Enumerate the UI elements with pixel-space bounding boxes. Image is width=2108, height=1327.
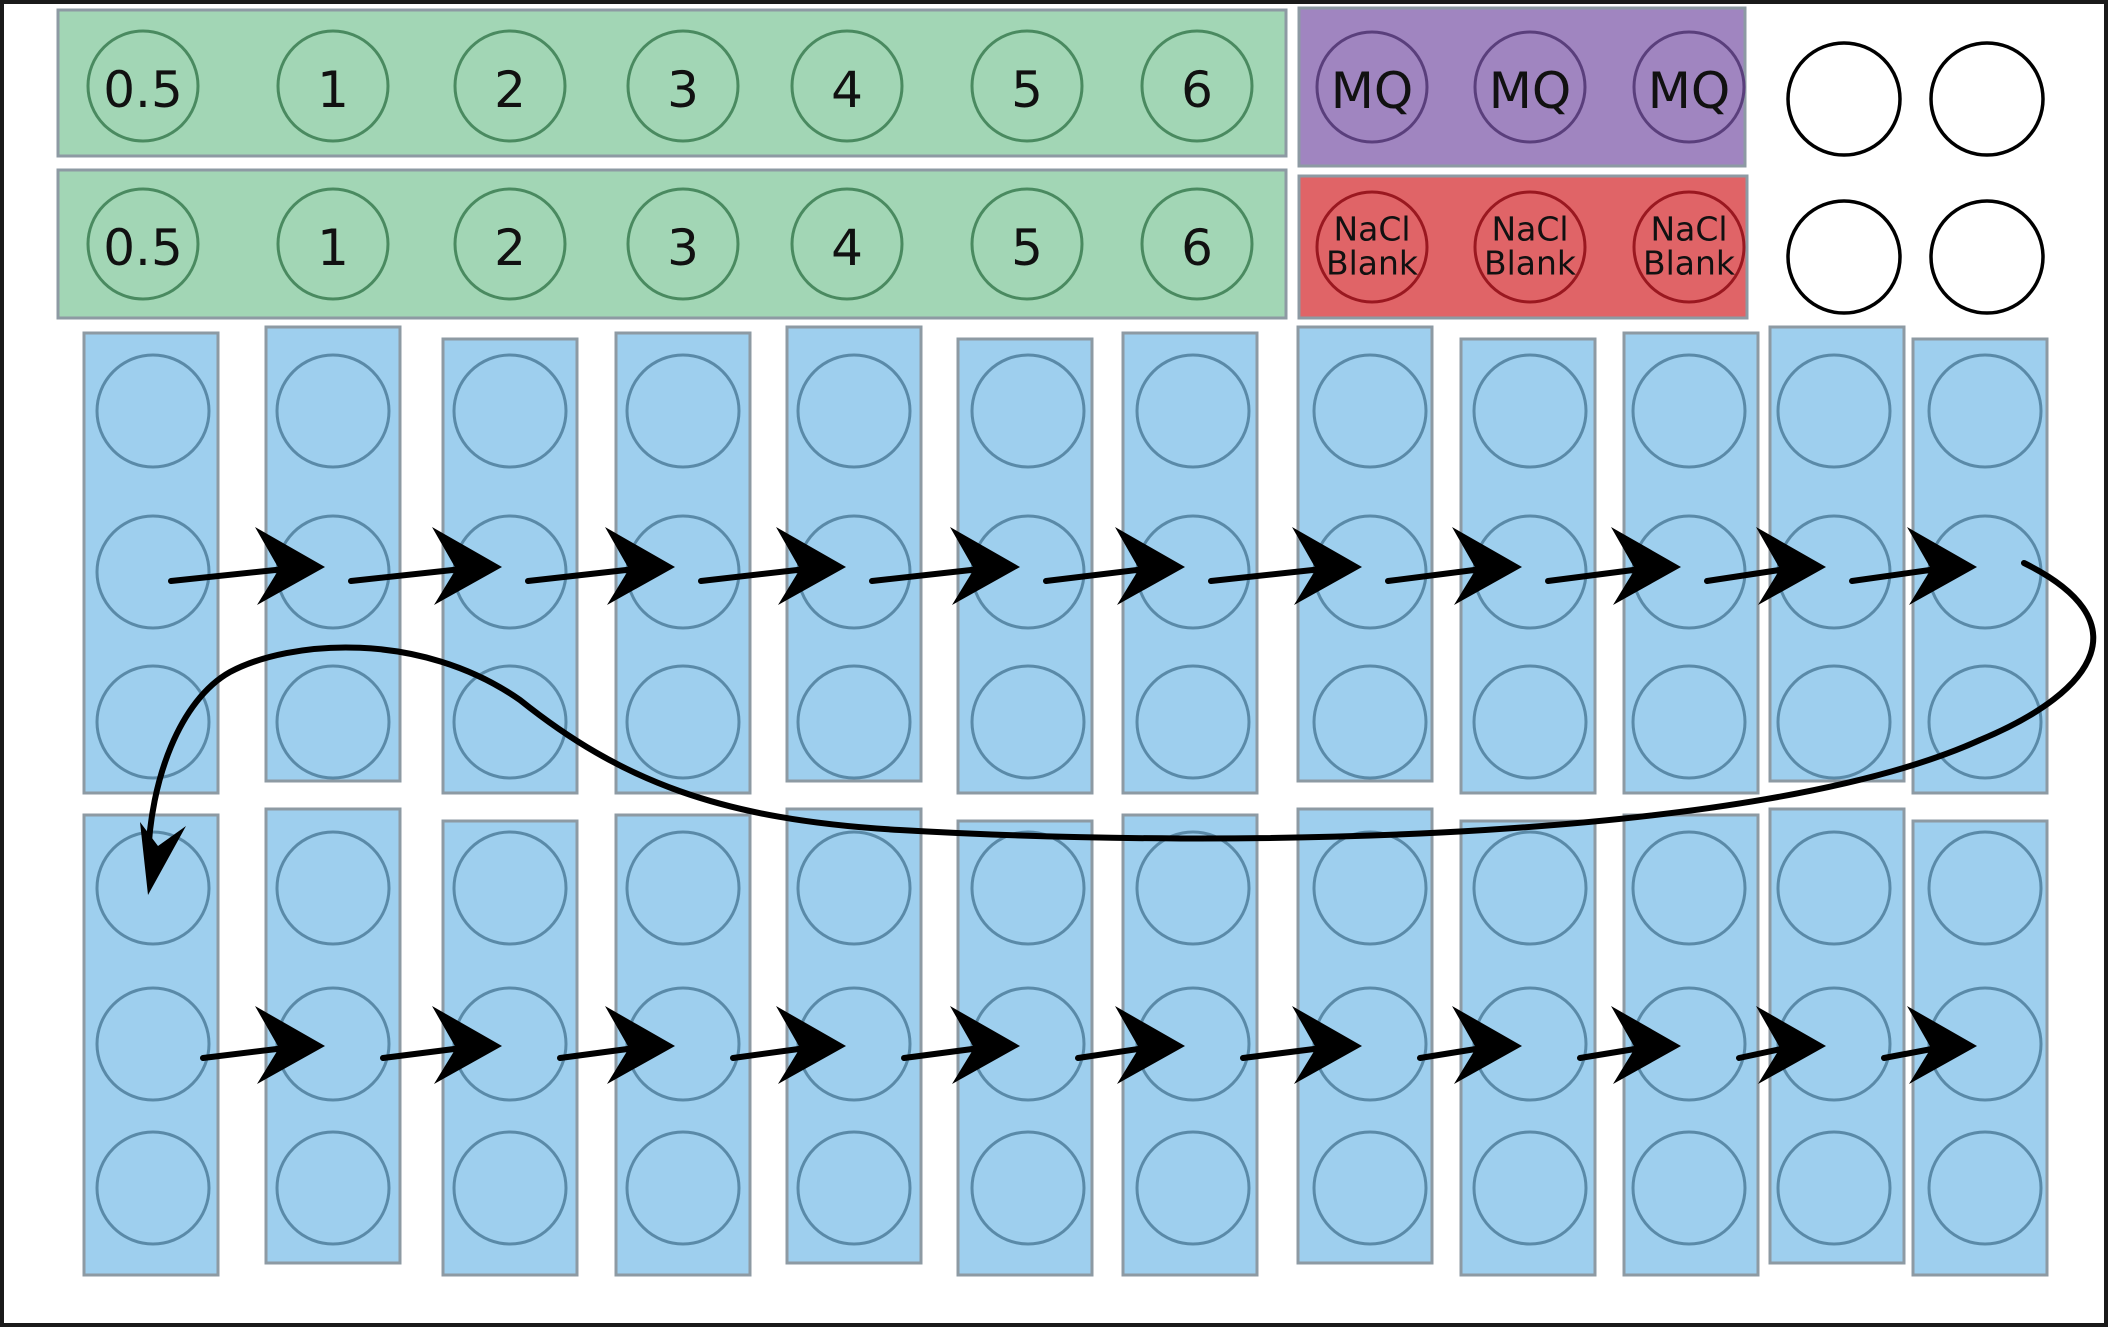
nacl-label: NaCl (1333, 209, 1411, 249)
mq-well-label: MQ (1647, 62, 1731, 120)
blank-label: Blank (1325, 243, 1419, 283)
standard-well-label: 6 (1181, 219, 1213, 277)
standard-well-label: 5 (1011, 61, 1043, 119)
standard-well-label: 4 (831, 61, 863, 119)
nacl-label: NaCl (1491, 209, 1569, 249)
standard-well-label: 0.5 (103, 61, 183, 119)
standard-well-label: 1 (317, 219, 349, 277)
empty-well (1788, 43, 1900, 155)
standard-well-label: 1 (317, 61, 349, 119)
standard-well-label: 3 (667, 219, 699, 277)
mq-well-label: MQ (1330, 62, 1414, 120)
mq-well-label: MQ (1488, 62, 1572, 120)
empty-well (1931, 201, 2043, 313)
empty-well (1788, 201, 1900, 313)
nacl-label: NaCl (1650, 209, 1728, 249)
standard-well-label: 3 (667, 61, 699, 119)
standard-well-label: 2 (494, 219, 526, 277)
blank-label: Blank (1483, 243, 1577, 283)
standard-well-label: 2 (494, 61, 526, 119)
blank-label: Blank (1642, 243, 1736, 283)
sample-strip (84, 333, 218, 793)
standard-well-label: 0.5 (103, 219, 183, 277)
standard-well-label: 4 (831, 219, 863, 277)
standard-well-label: 5 (1011, 219, 1043, 277)
empty-well (1931, 43, 2043, 155)
standard-well-label: 6 (1181, 61, 1213, 119)
